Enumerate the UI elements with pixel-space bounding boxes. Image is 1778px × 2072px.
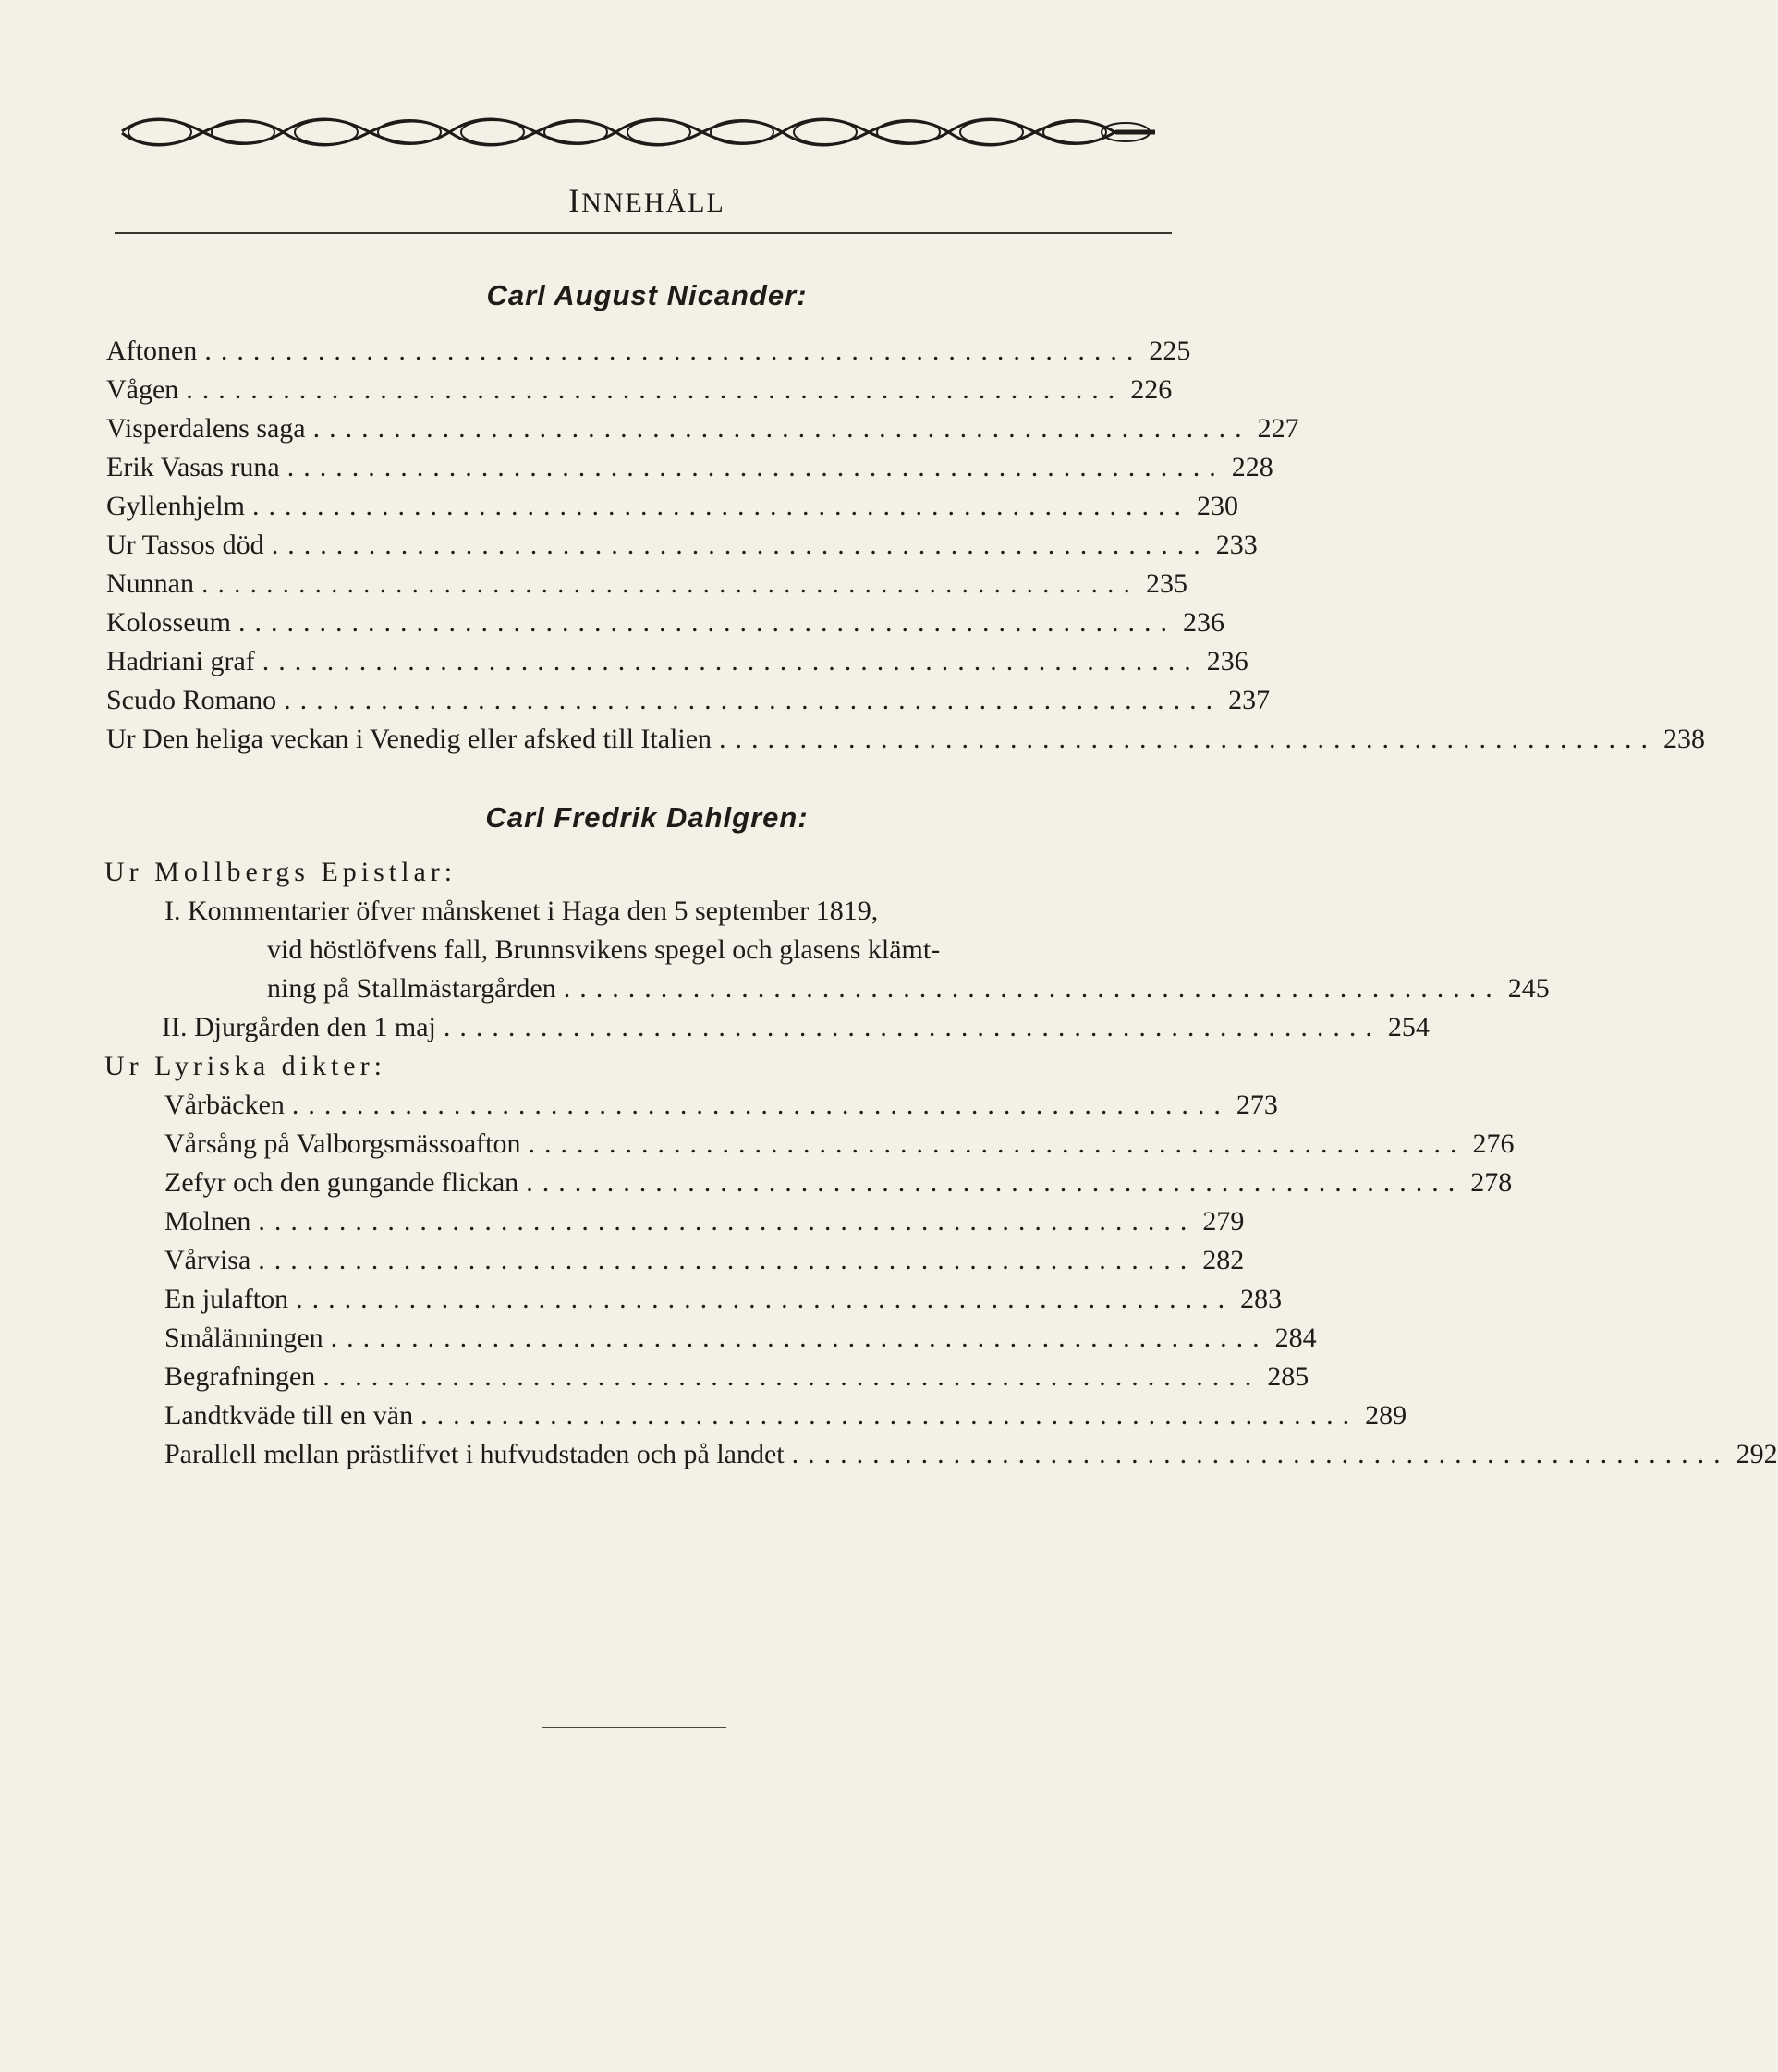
toc-entry-title: Hadriani graf: [106, 646, 255, 676]
toc-entry[interactable]: [106, 567, 1187, 602]
toc-entry[interactable]: [106, 450, 1273, 485]
toc-entry[interactable]: [164, 1243, 1245, 1278]
toc-entry[interactable]: [164, 1282, 1283, 1317]
decorative-border-ornament: [118, 104, 1159, 161]
toc-entry[interactable]: [164, 1204, 1245, 1239]
toc-entry-page: 285: [1267, 1361, 1309, 1392]
dot-leader: ..........................................................: [330, 1322, 1269, 1353]
dot-leader: ..........................................................: [186, 374, 1125, 405]
dot-leader: ..........................................................: [258, 1245, 1197, 1275]
toc-entry-page: 238: [1663, 724, 1706, 754]
toc-entry-title: Begrafningen: [164, 1361, 316, 1392]
toc-entry-title: II. Djurgården den 1 maj: [162, 1012, 436, 1042]
toc-entry-page: 235: [1145, 568, 1187, 599]
toc-entry-page: 282: [1202, 1245, 1245, 1275]
toc-entry-page: 236: [1183, 607, 1224, 638]
toc-entry[interactable]: [164, 1437, 1778, 1472]
dot-leader: ..........................................................: [262, 646, 1200, 676]
section-heading-dahlgren: Carl Fredrik Dahlgren:: [485, 801, 809, 834]
toc-entry-page: 276: [1472, 1128, 1515, 1159]
toc-entry-title: Molnen: [164, 1206, 251, 1237]
dot-leader: ..........................................................: [201, 568, 1139, 599]
toc-entry-page: 226: [1130, 374, 1173, 405]
toc-entry-page: 273: [1236, 1090, 1278, 1120]
toc-entry-page: 292: [1735, 1439, 1778, 1469]
toc-entry-title: Smålänningen: [164, 1322, 323, 1353]
toc-entry-page: 233: [1215, 530, 1258, 560]
toc-entry[interactable]: [164, 1127, 1515, 1162]
toc-entry[interactable]: [106, 372, 1173, 408]
running-head: [0, 181, 1294, 220]
dot-leader: ..........................................................: [528, 1128, 1467, 1159]
dot-leader: ..........................................................: [291, 1090, 1230, 1120]
toc-entry[interactable]: [164, 1088, 1278, 1123]
toc-entry[interactable]: [106, 411, 1299, 446]
toc-entry-line[interactable]: vid höstlöfvens fall, Brunnsvikens spegel och glasens klämt-: [267, 934, 941, 965]
toc-entry[interactable]: [164, 1359, 1309, 1395]
toc-entry[interactable]: [106, 644, 1248, 679]
header-rule: [115, 232, 1172, 234]
dot-leader: ..........................................................: [251, 491, 1190, 521]
toc-entry-page: 227: [1257, 413, 1299, 444]
toc-entry-page: 225: [1149, 335, 1191, 366]
toc-entry-page: 283: [1240, 1284, 1283, 1314]
dot-leader: ..........................................................: [258, 1206, 1197, 1237]
toc-entry-title: Scudo Romano: [106, 685, 277, 715]
toc-entry[interactable]: [106, 722, 1706, 757]
dot-leader: ..........................................................: [791, 1439, 1730, 1469]
toc-entry-line[interactable]: I. Kommentarier öfver månskenet i Haga den 5 september 1819,: [164, 896, 879, 926]
toc-entry[interactable]: [106, 528, 1258, 563]
toc-entry-title: Vårvisa: [164, 1245, 251, 1275]
dot-leader: ..........................................................: [271, 530, 1210, 560]
dot-leader: ..........................................................: [420, 1400, 1359, 1431]
toc-entry[interactable]: [162, 1010, 1430, 1045]
toc-entry[interactable]: [164, 1165, 1513, 1201]
toc-entry-title: Erik Vasas runa: [106, 452, 280, 482]
toc-entry-page: 284: [1274, 1322, 1317, 1353]
dot-leader: ..........................................................: [204, 335, 1143, 366]
toc-entry-title: En julafton: [164, 1284, 289, 1314]
dot-leader: ..........................................................: [286, 452, 1225, 482]
dot-leader: ..........................................................: [238, 607, 1176, 638]
dot-leader: ..........................................................: [526, 1167, 1465, 1198]
running-head-cap: I: [568, 182, 582, 219]
toc-entry-title: Parallell mellan prästlifvet i hufvudstaden och på landet: [164, 1439, 785, 1469]
toc-entry-title: Landtkväde till en vän: [164, 1400, 414, 1431]
toc-entry-title: Vårbäcken: [164, 1090, 285, 1120]
group-heading-mollbergs: Ur Mollbergs Epistlar:: [104, 857, 457, 887]
toc-entry-page: 237: [1228, 685, 1271, 715]
toc-entry-page: 254: [1387, 1012, 1430, 1042]
toc-entry-page: 245: [1507, 973, 1550, 1004]
dot-leader: ..........................................................: [296, 1284, 1235, 1314]
dot-leader: ..........................................................: [323, 1361, 1261, 1392]
dot-leader: ..........................................................: [312, 413, 1251, 444]
toc-entry-title: Visperdalens saga: [106, 413, 306, 444]
toc-entry-page: 230: [1196, 491, 1238, 521]
toc-entry-page: 228: [1231, 452, 1273, 482]
toc-entry-title: Nunnan: [106, 568, 194, 599]
toc-entry-title: Ur Tassos död: [106, 530, 264, 560]
toc-entry-page: 278: [1470, 1167, 1513, 1198]
toc-entry-title: Zefyr och den gungande flickan: [164, 1167, 519, 1198]
toc-entry-title: Vågen: [106, 374, 179, 405]
dot-leader: ..........................................................: [284, 685, 1223, 715]
toc-entry[interactable]: [106, 605, 1224, 640]
end-rule: [542, 1727, 726, 1728]
section-heading-nicander: Carl August Nicander:: [486, 279, 808, 311]
toc-entry-page: 289: [1365, 1400, 1407, 1431]
toc-entry[interactable]: [164, 1398, 1407, 1433]
toc-entry-title: ning på Stallmästargården: [267, 973, 556, 1004]
toc-entry-page: 236: [1206, 646, 1248, 676]
toc-entry[interactable]: [164, 1321, 1317, 1356]
toc-entry-title: Ur Den heliga veckan i Venedig eller afsked till Italien: [106, 724, 712, 754]
group-heading-lyriska: Ur Lyriska dikter:: [104, 1051, 386, 1081]
toc-entry[interactable]: [106, 334, 1191, 369]
dot-leader: ..........................................................: [719, 724, 1658, 754]
toc-entry-title: Gyllenhjelm: [106, 491, 245, 521]
running-head-rest: NNEHÅLL: [581, 188, 725, 218]
toc-entry-title: Kolosseum: [106, 607, 231, 638]
toc-entry[interactable]: [106, 683, 1271, 718]
dot-leader: ..........................................................: [563, 973, 1502, 1004]
toc-entry-title: Vårsång på Valborgsmässoafton: [164, 1128, 521, 1159]
toc-entry[interactable]: [106, 489, 1238, 524]
dot-leader: ..........................................................: [443, 1012, 1382, 1042]
toc-entry-title: Aftonen: [106, 335, 198, 366]
toc-entry-page: 279: [1202, 1206, 1245, 1237]
toc-entry[interactable]: [267, 971, 1550, 1006]
